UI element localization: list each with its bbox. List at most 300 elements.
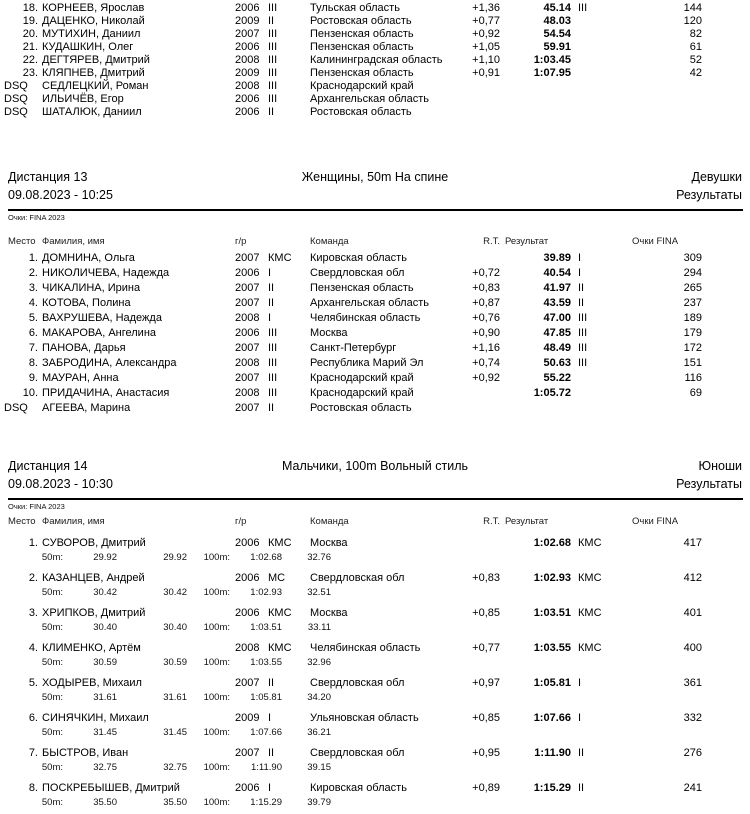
cell-result: 55.22 bbox=[543, 372, 571, 384]
split-l1: 50m: bbox=[41, 587, 63, 598]
col-header-year: г/р bbox=[235, 236, 247, 247]
cell-cls: III bbox=[268, 387, 278, 399]
split-v3: 1:07.66 bbox=[250, 727, 282, 738]
cell-name: ИЛЬИЧЁВ, Егор bbox=[42, 93, 124, 105]
cell-name: ДАЦЕНКО, Николай bbox=[42, 15, 145, 27]
cell-pts: 417 bbox=[683, 537, 702, 549]
table-row bbox=[0, 402, 750, 417]
split-l1: 50m: bbox=[41, 552, 63, 563]
cell-name: КЛИМЕНКО, Артём bbox=[42, 642, 141, 654]
split-l2: 100m: bbox=[203, 797, 230, 808]
split-v1: 32.75 bbox=[93, 762, 117, 773]
cell-rt: +1,16 bbox=[472, 342, 500, 354]
cell-result: 47.00 bbox=[543, 312, 571, 324]
cell-rt: +0,85 bbox=[472, 607, 500, 619]
table-row bbox=[0, 80, 750, 93]
cell-rt: +1,36 bbox=[472, 2, 500, 14]
split-l2: 100m: bbox=[203, 622, 230, 633]
cell-result: 1:02.68 bbox=[533, 537, 571, 549]
results-table-continuation bbox=[0, 2, 750, 119]
table-row bbox=[0, 41, 750, 54]
cell-name: СЕДЛЕЦКИЙ, Роман bbox=[42, 80, 149, 92]
cell-place: 21. bbox=[22, 41, 38, 53]
event13-scoring-note: Очки: FINA 2023 bbox=[8, 213, 65, 222]
cell-pts: 52 bbox=[689, 54, 702, 66]
cell-pts: 151 bbox=[683, 357, 702, 369]
cell-cls: II bbox=[268, 15, 275, 27]
cell-rt: +0,97 bbox=[472, 677, 500, 689]
cell-result: 47.85 bbox=[543, 327, 571, 339]
cell-team: Ростовская область bbox=[310, 402, 412, 414]
cell-pts: 120 bbox=[683, 15, 702, 27]
cell-rt: +0,74 bbox=[472, 357, 500, 369]
cell-year: 2008 bbox=[235, 80, 260, 92]
cell-place: DSQ bbox=[4, 402, 28, 414]
cell-name: КУДАШКИН, Олег bbox=[42, 41, 134, 53]
cell-team: Санкт-Петербург bbox=[310, 342, 397, 354]
cell-place: DSQ bbox=[4, 80, 28, 92]
cell-name: КЛЯПНЕВ, Дмитрий bbox=[42, 67, 145, 79]
cell-team: Пензенская область bbox=[310, 28, 414, 40]
cell-place: 5. bbox=[28, 312, 38, 324]
cell-pts: 309 bbox=[683, 252, 702, 264]
table-row bbox=[0, 342, 750, 357]
cell-year: 2008 bbox=[235, 387, 260, 399]
cell-place: 4. bbox=[28, 297, 38, 309]
cell-cls: КМС bbox=[268, 252, 292, 264]
cell-year: 2007 bbox=[235, 747, 260, 759]
col-header-result: Результат bbox=[505, 516, 549, 527]
cell-year: 2007 bbox=[235, 252, 260, 264]
cell-rt: +0,77 bbox=[472, 642, 500, 654]
cell-cls: III bbox=[268, 327, 278, 339]
cell-year: 2006 bbox=[235, 572, 260, 584]
cell-rt: +0,76 bbox=[472, 312, 500, 324]
cell-place: 3. bbox=[28, 607, 38, 619]
cell-pts: 237 bbox=[683, 297, 702, 309]
cell-cls: III bbox=[268, 67, 278, 79]
cell-name: КОТОВА, Полина bbox=[42, 297, 131, 309]
cell-name: МАКАРОВА, Ангелина bbox=[42, 327, 157, 339]
cell-pts: 361 bbox=[683, 677, 702, 689]
cell-cls: КМС bbox=[268, 607, 292, 619]
cell-pts: 400 bbox=[683, 642, 702, 654]
split-l2: 100m: bbox=[203, 762, 230, 773]
split-l1: 50m: bbox=[41, 762, 63, 773]
cell-result: 1:15.29 bbox=[533, 782, 571, 794]
cell-team: Пензенская область bbox=[310, 67, 414, 79]
col-header-name: Фамилия, имя bbox=[42, 516, 105, 527]
cell-name: АГЕЕВА, Марина bbox=[42, 402, 131, 414]
cell-team: Свердловская обл bbox=[310, 267, 405, 279]
cell-place: 5. bbox=[28, 677, 38, 689]
cell-result: 48.03 bbox=[543, 15, 571, 27]
split-l1: 50m: bbox=[41, 797, 63, 808]
cell-place: 23. bbox=[22, 67, 38, 79]
cell-place: 8. bbox=[28, 357, 38, 369]
split-v3: 1:02.93 bbox=[250, 587, 282, 598]
split-l1: 50m: bbox=[41, 622, 63, 633]
split-v4: 34.20 bbox=[307, 692, 331, 703]
cell-rt: +1,05 bbox=[472, 41, 500, 53]
table-row bbox=[0, 747, 750, 782]
cell-team: Пензенская область bbox=[310, 41, 414, 53]
cell-cls: III bbox=[268, 28, 278, 40]
cell-rcls: III bbox=[578, 2, 588, 14]
cell-rcls: III bbox=[578, 312, 588, 324]
event14-scoring-note: Очки: FINA 2023 bbox=[8, 502, 65, 511]
cell-rcls: III bbox=[578, 357, 588, 369]
split-l2: 100m: bbox=[203, 657, 230, 668]
cell-cls: II bbox=[268, 106, 275, 118]
cell-name: СУВОРОВ, Дмитрий bbox=[42, 537, 146, 549]
table-row bbox=[0, 327, 750, 342]
cell-rcls: КМС bbox=[578, 607, 602, 619]
cell-team: Ростовская область bbox=[310, 15, 412, 27]
cell-result: 54.54 bbox=[543, 28, 571, 40]
cell-team: Краснодарский край bbox=[310, 80, 414, 92]
cell-result: 40.54 bbox=[543, 267, 571, 279]
split-v4: 32.96 bbox=[307, 657, 331, 668]
cell-year: 2007 bbox=[235, 677, 260, 689]
cell-team: Свердловская обл bbox=[310, 572, 405, 584]
cell-rcls: КМС bbox=[578, 572, 602, 584]
cell-place: 19. bbox=[22, 15, 38, 27]
cell-team: Свердловская обл bbox=[310, 747, 405, 759]
cell-rt: +0,89 bbox=[472, 782, 500, 794]
split-v3: 1:05.81 bbox=[250, 692, 282, 703]
cell-team: Челябинская область bbox=[310, 312, 421, 324]
split-v1: 30.42 bbox=[93, 587, 117, 598]
table-row bbox=[0, 252, 750, 267]
cell-name: КОРНЕЕВ, Ярослав bbox=[42, 2, 145, 14]
event13-table-header bbox=[0, 236, 750, 250]
split-v4: 33.11 bbox=[307, 622, 331, 633]
split-l2: 100m: bbox=[203, 587, 230, 598]
split-l2: 100m: bbox=[203, 692, 230, 703]
event13-title: Женщины, 50m На спине bbox=[301, 170, 449, 184]
table-row bbox=[0, 537, 750, 572]
cell-place: 2. bbox=[28, 572, 38, 584]
split-v1: 30.40 bbox=[93, 622, 117, 633]
cell-rt: +0,92 bbox=[472, 372, 500, 384]
cell-cls: I bbox=[268, 267, 272, 279]
col-header-rt: R.T. bbox=[483, 516, 500, 527]
col-header-place: Место bbox=[8, 516, 36, 527]
event13-group: Девушки bbox=[691, 170, 742, 184]
cell-rcls: II bbox=[578, 297, 585, 309]
split-v3: 1:02.68 bbox=[250, 552, 282, 563]
table-row bbox=[0, 67, 750, 80]
split-v2: 32.75 bbox=[163, 762, 187, 773]
col-header-rt: R.T. bbox=[483, 236, 500, 247]
cell-rcls: КМС bbox=[578, 537, 602, 549]
cell-team: Кировская область bbox=[310, 782, 407, 794]
cell-name: МУТИХИН, Даниил bbox=[42, 28, 141, 40]
table-row bbox=[0, 106, 750, 119]
cell-cls: III bbox=[268, 357, 278, 369]
cell-cls: II bbox=[268, 297, 275, 309]
cell-name: КАЗАНЦЕВ, Андрей bbox=[42, 572, 145, 584]
table-row bbox=[0, 572, 750, 607]
cell-year: 2006 bbox=[235, 327, 260, 339]
cell-name: ЗАБРОДИНА, Александра bbox=[42, 357, 177, 369]
split-v1: 35.50 bbox=[93, 797, 117, 808]
col-header-team: Команда bbox=[310, 236, 349, 247]
event14-table-header bbox=[0, 516, 750, 530]
split-v4: 39.79 bbox=[307, 797, 331, 808]
cell-cls: III bbox=[268, 372, 278, 384]
cell-cls: III bbox=[268, 41, 278, 53]
cell-result: 1:03.51 bbox=[533, 607, 571, 619]
cell-year: 2009 bbox=[235, 67, 260, 79]
cell-year: 2006 bbox=[235, 106, 260, 118]
split-v2: 31.45 bbox=[163, 727, 187, 738]
event13-distance-label: Дистанция 13 bbox=[8, 170, 88, 184]
cell-result: 59.91 bbox=[543, 41, 571, 53]
cell-rcls: II bbox=[578, 782, 585, 794]
event14-distance-label: Дистанция 14 bbox=[8, 459, 88, 473]
cell-year: 2008 bbox=[235, 642, 260, 654]
cell-place: 7. bbox=[28, 747, 38, 759]
cell-rt: +0,83 bbox=[472, 282, 500, 294]
cell-place: 7. bbox=[28, 342, 38, 354]
cell-place: 22. bbox=[22, 54, 38, 66]
cell-pts: 332 bbox=[683, 712, 702, 724]
cell-cls: II bbox=[268, 677, 275, 689]
cell-team: Ульяновская область bbox=[310, 712, 419, 724]
table-row bbox=[0, 267, 750, 282]
cell-cls: III bbox=[268, 342, 278, 354]
cell-place: DSQ bbox=[4, 106, 28, 118]
split-v1: 31.45 bbox=[93, 727, 117, 738]
cell-name: ПРИДАЧИНА, Анастасия bbox=[42, 387, 170, 399]
cell-year: 2006 bbox=[235, 41, 260, 53]
cell-team: Пензенская область bbox=[310, 282, 414, 294]
cell-pts: 294 bbox=[683, 267, 702, 279]
cell-place: 3. bbox=[28, 282, 38, 294]
cell-place: 4. bbox=[28, 642, 38, 654]
cell-result: 1:05.81 bbox=[533, 677, 571, 689]
cell-year: 2006 bbox=[235, 2, 260, 14]
cell-name: ПАНОВА, Дарья bbox=[42, 342, 126, 354]
cell-rt: +0,77 bbox=[472, 15, 500, 27]
cell-cls: I bbox=[268, 712, 272, 724]
cell-team: Тульская область bbox=[310, 2, 400, 14]
cell-name: НИКОЛИЧЕВА, Надежда bbox=[42, 267, 170, 279]
cell-result: 1:02.93 bbox=[533, 572, 571, 584]
split-v4: 39.15 bbox=[307, 762, 331, 773]
cell-rt: +0,72 bbox=[472, 267, 500, 279]
results-table-women-50m-backstroke bbox=[0, 252, 750, 417]
cell-year: 2006 bbox=[235, 267, 260, 279]
cell-pts: 412 bbox=[683, 572, 702, 584]
cell-year: 2007 bbox=[235, 402, 260, 414]
event13-datetime: 09.08.2023 - 10:25 bbox=[8, 188, 113, 202]
cell-rt: +0,85 bbox=[472, 712, 500, 724]
cell-result: 45.14 bbox=[543, 2, 571, 14]
cell-pts: 401 bbox=[683, 607, 702, 619]
col-header-name: Фамилия, имя bbox=[42, 236, 105, 247]
cell-team: Свердловская обл bbox=[310, 677, 405, 689]
split-v2: 30.42 bbox=[163, 587, 187, 598]
split-v2: 30.59 bbox=[163, 657, 187, 668]
event14-group: Юноши bbox=[698, 459, 742, 473]
cell-place: 18. bbox=[22, 2, 38, 14]
event13-divider bbox=[8, 209, 743, 211]
cell-result: 1:03.45 bbox=[533, 54, 571, 66]
table-row bbox=[0, 782, 750, 814]
cell-team: Челябинская область bbox=[310, 642, 421, 654]
table-row bbox=[0, 28, 750, 41]
cell-team: Кировская область bbox=[310, 252, 407, 264]
col-header-year: г/р bbox=[235, 516, 247, 527]
cell-rt: +1,10 bbox=[472, 54, 500, 66]
cell-place: 20. bbox=[22, 28, 38, 40]
cell-team: Москва bbox=[310, 327, 348, 339]
split-v4: 32.51 bbox=[307, 587, 331, 598]
cell-name: ДЕГТЯРЕВ, Дмитрий bbox=[42, 54, 150, 66]
cell-result: 1:07.66 bbox=[533, 712, 571, 724]
cell-rt: +0,92 bbox=[472, 28, 500, 40]
cell-name: ШАТАЛЮК, Даниил bbox=[42, 106, 142, 118]
cell-place: 1. bbox=[28, 252, 38, 264]
event13-section bbox=[0, 170, 750, 226]
cell-pts: 144 bbox=[683, 2, 702, 14]
split-v2: 29.92 bbox=[163, 552, 187, 563]
cell-result: 41.97 bbox=[543, 282, 571, 294]
cell-year: 2009 bbox=[235, 712, 260, 724]
cell-rcls: I bbox=[578, 252, 582, 264]
split-v3: 1:03.55 bbox=[250, 657, 282, 668]
table-row bbox=[0, 282, 750, 297]
event14-section bbox=[0, 459, 750, 515]
cell-cls: I bbox=[268, 312, 272, 324]
cell-cls: III bbox=[268, 54, 278, 66]
table-row bbox=[0, 712, 750, 747]
table-row bbox=[0, 677, 750, 712]
cell-year: 2007 bbox=[235, 342, 260, 354]
cell-pts: 265 bbox=[683, 282, 702, 294]
col-header-team: Команда bbox=[310, 516, 349, 527]
cell-year: 2009 bbox=[235, 15, 260, 27]
cell-result: 48.49 bbox=[543, 342, 571, 354]
table-row bbox=[0, 93, 750, 106]
cell-rt: +0,87 bbox=[472, 297, 500, 309]
cell-rcls: I bbox=[578, 267, 582, 279]
cell-place: 6. bbox=[28, 712, 38, 724]
split-l1: 50m: bbox=[41, 657, 63, 668]
cell-rcls: I bbox=[578, 712, 582, 724]
table-row bbox=[0, 357, 750, 372]
cell-result: 1:07.95 bbox=[533, 67, 571, 79]
cell-rcls: КМС bbox=[578, 642, 602, 654]
cell-year: 2006 bbox=[235, 93, 260, 105]
col-header-points: Очки FINA bbox=[632, 236, 679, 247]
cell-cls: КМС bbox=[268, 642, 292, 654]
cell-result: 50.63 bbox=[543, 357, 571, 369]
table-row bbox=[0, 372, 750, 387]
cell-year: 2007 bbox=[235, 282, 260, 294]
cell-team: Москва bbox=[310, 607, 348, 619]
cell-pts: 82 bbox=[689, 28, 702, 40]
cell-pts: 116 bbox=[684, 372, 702, 384]
cell-result: 1:11.90 bbox=[534, 747, 571, 759]
cell-rcls: III bbox=[578, 327, 588, 339]
split-v3: 1:03.51 bbox=[250, 622, 282, 633]
split-l2: 100m: bbox=[203, 727, 230, 738]
cell-cls: III bbox=[268, 93, 278, 105]
split-v4: 32.76 bbox=[307, 552, 331, 563]
split-v2: 31.61 bbox=[163, 692, 187, 703]
split-v4: 36.21 bbox=[307, 727, 331, 738]
cell-year: 2006 bbox=[235, 537, 260, 549]
cell-team: Архангельская область bbox=[310, 93, 429, 105]
split-v3: 1:11.90 bbox=[251, 762, 282, 773]
cell-name: ПОСКРЕБЫШЕВ, Дмитрий bbox=[42, 782, 180, 794]
cell-team: Краснодарский край bbox=[310, 372, 414, 384]
cell-cls: III bbox=[268, 2, 278, 14]
split-v1: 29.92 bbox=[93, 552, 117, 563]
cell-cls: I bbox=[268, 782, 272, 794]
table-row bbox=[0, 312, 750, 327]
table-row bbox=[0, 642, 750, 677]
cell-pts: 61 bbox=[689, 41, 702, 53]
table-row bbox=[0, 15, 750, 28]
event13-doc-type: Результаты bbox=[676, 188, 742, 202]
event14-datetime: 09.08.2023 - 10:30 bbox=[8, 477, 113, 491]
cell-name: ЧИКАЛИНА, Ирина bbox=[42, 282, 141, 294]
cell-cls: МС bbox=[268, 572, 286, 584]
table-row bbox=[0, 2, 750, 15]
cell-name: ВАХРУШЕВА, Надежда bbox=[42, 312, 162, 324]
cell-place: 8. bbox=[28, 782, 38, 794]
cell-year: 2006 bbox=[235, 782, 260, 794]
cell-rcls: III bbox=[578, 342, 588, 354]
event14-doc-type: Результаты bbox=[676, 477, 742, 491]
split-l1: 50m: bbox=[41, 727, 63, 738]
cell-name: ХРИПКОВ, Дмитрий bbox=[42, 607, 146, 619]
cell-rt: +0,83 bbox=[472, 572, 500, 584]
cell-place: 9. bbox=[28, 372, 38, 384]
cell-team: Краснодарский край bbox=[310, 387, 414, 399]
cell-year: 2006 bbox=[235, 607, 260, 619]
split-v3: 1:15.29 bbox=[250, 797, 282, 808]
cell-rt: +0,91 bbox=[472, 67, 500, 79]
cell-pts: 42 bbox=[689, 67, 702, 79]
cell-year: 2008 bbox=[235, 54, 260, 66]
cell-team: Архангельская область bbox=[310, 297, 429, 309]
split-v1: 31.61 bbox=[93, 692, 117, 703]
event14-title: Мальчики, 100m Вольный стиль bbox=[281, 459, 469, 473]
split-v1: 30.59 bbox=[93, 657, 117, 668]
cell-place: DSQ bbox=[4, 93, 28, 105]
cell-name: БЫСТРОВ, Иван bbox=[42, 747, 129, 759]
col-header-place: Место bbox=[8, 236, 36, 247]
split-v2: 30.40 bbox=[163, 622, 187, 633]
cell-place: 6. bbox=[28, 327, 38, 339]
cell-place: 2. bbox=[28, 267, 38, 279]
cell-place: 1. bbox=[28, 537, 38, 549]
event14-divider bbox=[8, 498, 743, 500]
cell-name: ДОМНИНА, Ольга bbox=[42, 252, 135, 264]
cell-place: 10. bbox=[22, 387, 38, 399]
cell-rt: +0,95 bbox=[472, 747, 500, 759]
cell-pts: 276 bbox=[683, 747, 702, 759]
cell-year: 2007 bbox=[235, 28, 260, 40]
col-header-result: Результат bbox=[505, 236, 549, 247]
cell-pts: 69 bbox=[689, 387, 702, 399]
